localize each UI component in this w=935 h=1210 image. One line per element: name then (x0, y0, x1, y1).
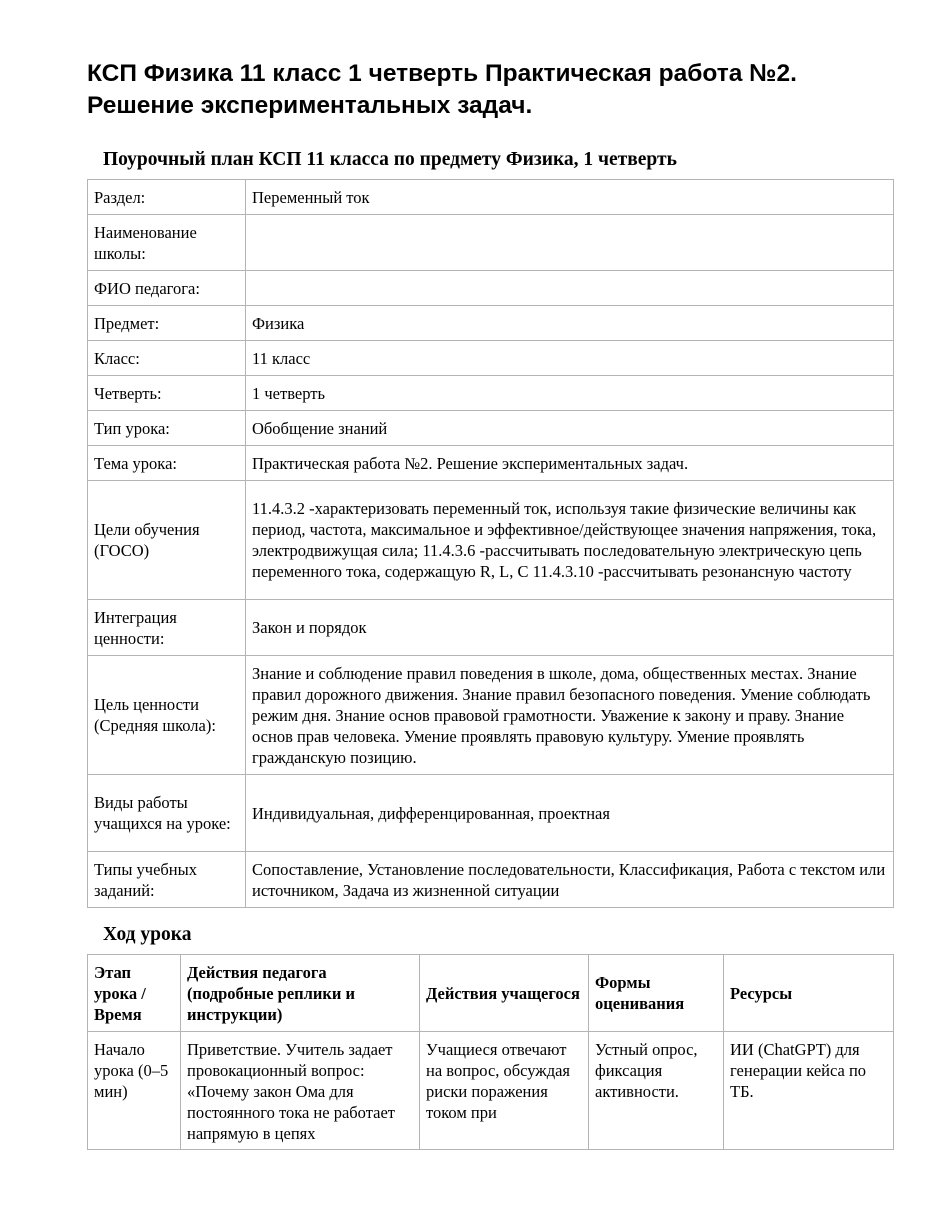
table-header-row (88, 955, 894, 1032)
table-row (88, 376, 894, 411)
table-row (88, 446, 894, 481)
assessment-text: Устный опрос, фиксация активности. (595, 1040, 698, 1101)
column-header-teacher-actions: Действия педагога (подробные реплики и инструкции) (181, 955, 420, 1032)
row-label: Наименование школы: (88, 215, 246, 271)
row-value: Закон и порядок (246, 600, 894, 656)
row-label: Раздел: (88, 180, 246, 215)
row-label: ФИО педагога: (88, 271, 246, 306)
resources-cell (724, 1032, 894, 1150)
row-value: 11.4.3.2 -характеризовать переменный ток, используя такие физические величины как период, частота, максимальное и эффективное/действующее значения напряжения, тока, электродвижущая сила; 11.4.3.6 -рассчитывать последовательную электрическую цепь переменного тока, содержащую R, L, C 11.4.3.10 -рассчитывать резонансную частоту (246, 481, 894, 600)
lesson-flow-table (87, 954, 894, 1150)
row-value: Обобщение знаний (246, 411, 894, 446)
row-value: Физика (246, 306, 894, 341)
row-value (246, 271, 894, 306)
student-actions-cell (420, 1032, 589, 1150)
row-label: Типы учебных заданий: (88, 852, 246, 908)
student-actions-text: Учащиеся отвечают на вопрос, обсуждая риски поражения током при (426, 1040, 571, 1122)
resources-text: ИИ (ChatGPT) для генерации кейса по ТБ. (730, 1040, 867, 1101)
row-label: Четверть: (88, 376, 246, 411)
table-row (88, 411, 894, 446)
row-value: 1 четверть (246, 376, 894, 411)
table-row (88, 271, 894, 306)
row-label: Тип урока: (88, 411, 246, 446)
row-value: Переменный ток (246, 180, 894, 215)
table-row (88, 306, 894, 341)
table-row (88, 600, 894, 656)
table-row (88, 1032, 894, 1150)
row-value: Сопоставление, Установление последовательности, Классификация, Работа с текстом или источником, Задача из жизненной ситуации (246, 852, 894, 908)
assessment-cell (589, 1032, 724, 1150)
row-label: Виды работы учащихся на уроке: (88, 775, 246, 852)
row-value: Практическая работа №2. Решение экспериментальных задач. (246, 446, 894, 481)
document-title: КСП Физика 11 класс 1 четверть Практическая работа №2. Решение экспериментальных задач. (87, 60, 797, 119)
row-label: Цели обучения (ГОСО) (88, 481, 246, 600)
row-value: Знание и соблюдение правил поведения в школе, дома, общественных местах. Знание правил дорожного движения. Знание правил безопасного поведения. Умение соблюдать режим дня. Знание основ правовой грамотности. Уважение к закону и праву. Знание основ прав человека. Умение проявлять правовую культуру. Умение проявлять гражданскую позицию. (246, 656, 894, 775)
row-value (246, 215, 894, 271)
teacher-actions-cell (181, 1032, 420, 1150)
column-header-assessment: Формы оценивания (589, 955, 724, 1032)
table-row (88, 215, 894, 271)
table-row (88, 656, 894, 775)
table-row (88, 775, 894, 852)
table-row (88, 180, 894, 215)
row-label: Тема урока: (88, 446, 246, 481)
column-header-resources: Ресурсы (724, 955, 894, 1032)
row-value: Индивидуальная, дифференцированная, проектная (246, 775, 894, 852)
teacher-actions-text: Приветствие. Учитель задает провокационный вопрос: «Почему закон Ома для постоянного тока не работает напрямую в цепях (187, 1040, 395, 1143)
row-label: Класс: (88, 341, 246, 376)
column-header-student-actions: Действия учащегося (420, 955, 589, 1032)
row-label: Интеграция ценности: (88, 600, 246, 656)
column-header-stage: Этап урока / Время (88, 955, 181, 1032)
table-row (88, 341, 894, 376)
plan-heading: Поурочный план КСП 11 класса по предмету Физика, 1 четверть (103, 149, 677, 170)
row-label: Предмет: (88, 306, 246, 341)
stage-text: Начало урока (0–5 мин) (94, 1040, 169, 1101)
row-label: Цель ценности (Средняя школа): (88, 656, 246, 775)
lesson-plan-table (87, 179, 894, 908)
lesson-flow-heading: Ход урока (103, 924, 192, 945)
row-value: 11 класс (246, 341, 894, 376)
stage-cell (88, 1032, 181, 1150)
table-row (88, 481, 894, 600)
table-row (88, 852, 894, 908)
